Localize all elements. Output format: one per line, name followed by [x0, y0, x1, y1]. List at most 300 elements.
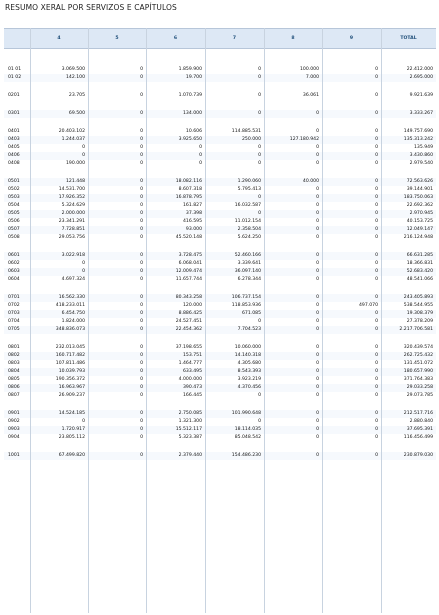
- cell-value: 1.859.900: [178, 67, 202, 72]
- cell-value: 0: [140, 277, 143, 282]
- cell-value: 8.607.318: [178, 187, 202, 192]
- cell-value: 0: [316, 235, 319, 240]
- cell-value: 0: [375, 361, 378, 366]
- cell-value: 3.022.918: [61, 253, 85, 258]
- cell-value: 0: [375, 227, 378, 232]
- cell-value: 29.073.785: [406, 393, 433, 398]
- cell-value: 0: [140, 393, 143, 398]
- cell-value: 37.198.655: [175, 345, 202, 350]
- column-divider: [30, 28, 31, 613]
- cell-value: 0: [316, 129, 319, 134]
- cell-value: 0: [375, 427, 378, 432]
- table-row: [4, 326, 436, 334]
- cell-value: 0: [316, 253, 319, 258]
- header-chapter-6: 6: [173, 36, 178, 41]
- table-row: [4, 74, 436, 82]
- cell-value: 0: [316, 219, 319, 224]
- cell-value: 0: [316, 411, 319, 416]
- cell-value: 1.244.037: [61, 137, 85, 142]
- cell-value: 72.563.626: [406, 179, 433, 184]
- cell-value: 0: [140, 261, 143, 266]
- cell-value: 0: [258, 319, 261, 324]
- column-divider: [88, 28, 89, 613]
- cell-value: 3.339.641: [237, 261, 261, 266]
- table-row: [4, 294, 436, 302]
- row-code: 0902: [8, 419, 20, 424]
- cell-value: 5.324.629: [61, 203, 85, 208]
- cell-value: 0: [199, 153, 202, 158]
- cell-value: 0: [140, 411, 143, 416]
- cell-value: 0: [316, 453, 319, 458]
- cell-value: 0: [140, 369, 143, 374]
- cell-value: 0: [375, 435, 378, 440]
- cell-value: 100.000: [300, 67, 319, 72]
- cell-value: 190.356.372: [55, 377, 85, 382]
- cell-value: 127.180.942: [289, 137, 319, 142]
- cell-value: 0: [316, 187, 319, 192]
- table-row: [4, 152, 436, 160]
- cell-value: 0: [316, 377, 319, 382]
- table-row: [4, 218, 436, 226]
- row-code: 0603: [8, 269, 20, 274]
- cell-value: 0: [375, 187, 378, 192]
- column-divider: [322, 28, 323, 613]
- row-code: 0604: [8, 277, 20, 282]
- table-row: [4, 194, 436, 202]
- row-code: 0802: [8, 353, 20, 358]
- cell-value: 0: [258, 67, 261, 72]
- cell-value: 161.827: [183, 203, 202, 208]
- table-row: [4, 376, 436, 384]
- cell-value: 106.737.154: [231, 295, 261, 300]
- cell-value: 0: [375, 67, 378, 72]
- cell-value: 0: [316, 327, 319, 332]
- cell-value: 27.378.209: [406, 319, 433, 324]
- cell-value: 0: [140, 219, 143, 224]
- cell-value: 1.321.300: [178, 419, 202, 424]
- cell-value: 0: [140, 269, 143, 274]
- table-row: [4, 186, 436, 194]
- cell-value: 0: [140, 67, 143, 72]
- cell-value: 180.657.990: [403, 369, 433, 374]
- cell-value: 0: [316, 311, 319, 316]
- cell-value: 0: [316, 227, 319, 232]
- cell-value: 52.683.420: [406, 269, 433, 274]
- table-row: [4, 302, 436, 310]
- cell-value: 0: [258, 145, 261, 150]
- cell-value: 0: [375, 111, 378, 116]
- cell-value: 18.366.831: [406, 261, 433, 266]
- cell-value: 0: [140, 153, 143, 158]
- cell-value: 5.624.250: [237, 235, 261, 240]
- cell-value: 0: [316, 111, 319, 116]
- cell-value: 93.000: [185, 227, 202, 232]
- cell-value: 230.879.030: [403, 453, 433, 458]
- cell-value: 14.524.185: [58, 411, 85, 416]
- table-row: [4, 128, 436, 136]
- cell-value: 0: [140, 295, 143, 300]
- column-divider: [264, 28, 265, 613]
- row-code: 0704: [8, 319, 20, 324]
- row-code: 0408: [8, 161, 20, 166]
- cell-value: 0: [140, 427, 143, 432]
- cell-value: 0: [140, 187, 143, 192]
- cell-value: 0: [140, 211, 143, 216]
- row-code: 0502: [8, 187, 20, 192]
- cell-value: 1.464.777: [178, 361, 202, 366]
- cell-value: 0: [140, 161, 143, 166]
- cell-value: 2.358.504: [237, 227, 261, 232]
- cell-value: 10.606: [185, 129, 202, 134]
- cell-value: 250.000: [242, 137, 261, 142]
- cell-value: 0: [199, 161, 202, 166]
- cell-value: 0: [140, 137, 143, 142]
- cell-value: 18.114.035: [234, 427, 261, 432]
- cell-value: 135.949: [414, 145, 433, 150]
- cell-value: 0: [375, 353, 378, 358]
- cell-value: 0: [316, 261, 319, 266]
- cell-value: 0: [82, 261, 85, 266]
- cell-value: 0: [316, 277, 319, 282]
- cell-value: 3.728.475: [178, 253, 202, 258]
- cell-value: 3.923.219: [237, 377, 261, 382]
- cell-value: 0: [82, 419, 85, 424]
- cell-value: 0: [140, 111, 143, 116]
- cell-value: 416.595: [183, 219, 202, 224]
- row-code: 0406: [8, 153, 20, 158]
- cell-value: 0: [375, 253, 378, 258]
- table-row: [4, 92, 436, 100]
- cell-value: 0: [316, 203, 319, 208]
- cell-value: 7.704.523: [237, 327, 261, 332]
- row-code: 0703: [8, 311, 20, 316]
- cell-value: 116.456.499: [403, 435, 433, 440]
- cell-value: 0: [140, 435, 143, 440]
- report-title: RESUMO XERAL POR SERVIZOS E CAPÍTULOS: [5, 3, 177, 12]
- table-row: [4, 144, 436, 152]
- cell-value: 0: [375, 385, 378, 390]
- cell-value: 2.217.706.581: [399, 327, 433, 332]
- cell-value: 2.880.840: [409, 419, 433, 424]
- cell-value: 232.013.045: [55, 345, 85, 350]
- row-code: 1001: [8, 453, 20, 458]
- table-row: [4, 226, 436, 234]
- table-row: [4, 160, 436, 168]
- cell-value: 107.811.486: [55, 361, 85, 366]
- cell-value: 0: [258, 195, 261, 200]
- cell-value: 0: [375, 411, 378, 416]
- cell-value: 40.153.725: [406, 219, 433, 224]
- cell-value: 118.853.936: [231, 303, 261, 308]
- cell-value: 114.885.531: [231, 129, 261, 134]
- header-code: [4, 29, 30, 48]
- cell-value: 20.403.102: [58, 129, 85, 134]
- cell-value: 0: [375, 179, 378, 184]
- cell-value: 0: [375, 393, 378, 398]
- cell-value: 16.878.795: [175, 195, 202, 200]
- row-code: 0702: [8, 303, 20, 308]
- cell-value: 0: [82, 153, 85, 158]
- cell-value: 0: [316, 393, 319, 398]
- cell-value: 17.926.352: [58, 195, 85, 200]
- row-code: 0405: [8, 145, 20, 150]
- row-code: 0602: [8, 261, 20, 266]
- cell-value: 0: [140, 179, 143, 184]
- table-row: [4, 210, 436, 218]
- table-row: [4, 178, 436, 186]
- column-divider: [205, 28, 206, 613]
- cell-value: 0: [375, 137, 378, 142]
- cell-value: 0: [316, 369, 319, 374]
- table-row: [4, 352, 436, 360]
- cell-value: 0: [375, 419, 378, 424]
- table-row: [4, 318, 436, 326]
- cell-value: 9.921.639: [409, 93, 433, 98]
- table-row: [4, 410, 436, 418]
- row-code: 0806: [8, 385, 20, 390]
- row-code: 0901: [8, 411, 20, 416]
- cell-value: 10.039.793: [58, 369, 85, 374]
- table-row: [4, 276, 436, 284]
- row-code: 0505: [8, 211, 20, 216]
- cell-value: 23.805.112: [58, 435, 85, 440]
- cell-value: 320.439.574: [403, 345, 433, 350]
- table-header-row: [4, 28, 436, 49]
- cell-value: 0: [258, 211, 261, 216]
- cell-value: 0: [375, 75, 378, 80]
- cell-value: 16.562.330: [58, 295, 85, 300]
- cell-value: 0: [140, 377, 143, 382]
- cell-value: 212.517.716: [403, 411, 433, 416]
- cell-value: 0: [82, 145, 85, 150]
- cell-value: 23.341.291: [58, 219, 85, 224]
- cell-value: 0: [316, 319, 319, 324]
- cell-value: 37.695.391: [406, 427, 433, 432]
- cell-value: 7.000: [305, 75, 319, 80]
- cell-value: 0: [375, 129, 378, 134]
- cell-value: 101.990.648: [231, 411, 261, 416]
- cell-value: 0: [140, 327, 143, 332]
- cell-value: 0: [375, 295, 378, 300]
- table-row: [4, 360, 436, 368]
- cell-value: 0: [375, 161, 378, 166]
- cell-value: 1.290.060: [237, 179, 261, 184]
- table-row: [4, 234, 436, 242]
- cell-value: 0: [140, 227, 143, 232]
- cell-value: 67.499.820: [58, 453, 85, 458]
- table-row: [4, 110, 436, 118]
- cell-value: 22.692.362: [406, 203, 433, 208]
- cell-value: 16.963.967: [58, 385, 85, 390]
- table-row: [4, 426, 436, 434]
- cell-value: 11.657.744: [175, 277, 202, 282]
- cell-value: 12.049.147: [406, 227, 433, 232]
- cell-value: 0: [375, 261, 378, 266]
- cell-value: 0: [140, 253, 143, 258]
- cell-value: 0: [316, 427, 319, 432]
- table-row: [4, 310, 436, 318]
- cell-value: 3.069.500: [61, 67, 85, 72]
- cell-value: 134.000: [183, 111, 202, 116]
- cell-value: 1.720.917: [61, 427, 85, 432]
- summary-table: [4, 28, 436, 613]
- cell-value: 40.000: [302, 179, 319, 184]
- cell-value: 0: [375, 219, 378, 224]
- cell-value: 0: [375, 319, 378, 324]
- cell-value: 8.543.393: [237, 369, 261, 374]
- row-code: 0301: [8, 111, 20, 116]
- cell-value: 4.370.456: [237, 385, 261, 390]
- cell-value: 24.527.451: [175, 319, 202, 324]
- cell-value: 2.979.540: [409, 161, 433, 166]
- cell-value: 85.048.542: [234, 435, 261, 440]
- cell-value: 153.751: [183, 353, 202, 358]
- cell-value: 0: [140, 93, 143, 98]
- cell-value: 36.061: [302, 93, 319, 98]
- cell-value: 16.032.587: [234, 203, 261, 208]
- cell-value: 0: [375, 277, 378, 282]
- cell-value: 14.531.700: [58, 187, 85, 192]
- cell-value: 37.398: [185, 211, 202, 216]
- row-code: 0804: [8, 369, 20, 374]
- cell-value: 1.070.739: [178, 93, 202, 98]
- cell-value: 66.631.285: [406, 253, 433, 258]
- cell-value: 0: [258, 75, 261, 80]
- cell-value: 6.278.344: [237, 277, 261, 282]
- cell-value: 0: [140, 203, 143, 208]
- header-chapter-total: TOTAL: [400, 36, 417, 41]
- header-chapter-4: 4: [57, 36, 61, 41]
- table-row: [4, 392, 436, 400]
- cell-value: 390.473: [183, 385, 202, 390]
- cell-value: 0: [140, 345, 143, 350]
- cell-value: 0: [375, 211, 378, 216]
- cell-value: 671.085: [242, 311, 261, 316]
- cell-value: 149.757.690: [403, 129, 433, 134]
- column-divider: [381, 28, 382, 613]
- cell-value: 11.012.154: [234, 219, 261, 224]
- cell-value: 0: [375, 453, 378, 458]
- cell-value: 0: [140, 453, 143, 458]
- row-code: 0705: [8, 327, 20, 332]
- header-chapter-5: 5: [115, 36, 119, 41]
- cell-value: 0: [375, 345, 378, 350]
- cell-value: 0: [316, 353, 319, 358]
- cell-value: 633.495: [183, 369, 202, 374]
- table-row: [4, 260, 436, 268]
- cell-value: 0: [82, 269, 85, 274]
- table-row: [4, 66, 436, 74]
- cell-value: 0: [316, 211, 319, 216]
- cell-value: 0: [375, 369, 378, 374]
- row-code: 01 02: [8, 75, 22, 80]
- table-row: [4, 136, 436, 144]
- header-chapter-9: 9: [349, 36, 354, 41]
- cell-value: 52.460.166: [234, 253, 261, 258]
- cell-value: 22.454.362: [175, 327, 202, 332]
- cell-value: 0: [258, 111, 261, 116]
- row-code: 0201: [8, 93, 20, 98]
- cell-value: 29.033.258: [406, 385, 433, 390]
- cell-value: 4.000.000: [178, 377, 202, 382]
- cell-value: 0: [140, 303, 143, 308]
- cell-value: 348.836.073: [55, 327, 85, 332]
- cell-value: 6.068.041: [178, 261, 202, 266]
- cell-value: 0: [375, 235, 378, 240]
- cell-value: 19.700: [185, 75, 202, 80]
- column-divider: [146, 28, 147, 613]
- cell-value: 5.323.387: [178, 435, 202, 440]
- cell-value: 3.925.650: [178, 137, 202, 142]
- cell-value: 2.000.000: [61, 211, 85, 216]
- row-code: 0506: [8, 219, 20, 224]
- table-row: [4, 418, 436, 426]
- cell-value: 0: [140, 311, 143, 316]
- cell-value: 0: [375, 203, 378, 208]
- cell-value: 0: [375, 327, 378, 332]
- cell-value: 371.764.383: [403, 377, 433, 382]
- row-code: 0807: [8, 393, 20, 398]
- cell-value: 29.053.756: [58, 235, 85, 240]
- row-code: 0903: [8, 427, 20, 432]
- header-chapter-7: 7: [232, 36, 237, 41]
- table-row: [4, 434, 436, 442]
- cell-value: 0: [140, 145, 143, 150]
- cell-value: 4.305.680: [237, 361, 261, 366]
- cell-value: 0: [140, 419, 143, 424]
- cell-value: 4.697.324: [61, 277, 85, 282]
- cell-value: 0: [316, 361, 319, 366]
- row-code: 0801: [8, 345, 20, 350]
- row-code: 0504: [8, 203, 20, 208]
- cell-value: 142.100: [66, 75, 85, 80]
- cell-value: 216.124.948: [403, 235, 433, 240]
- table-row: [4, 368, 436, 376]
- cell-value: 36.097.140: [234, 269, 261, 274]
- cell-value: 5.795.413: [237, 187, 261, 192]
- cell-value: 243.405.893: [403, 295, 433, 300]
- row-code: 0601: [8, 253, 20, 258]
- cell-value: 6.454.750: [61, 311, 85, 316]
- cell-value: 0: [258, 161, 261, 166]
- cell-value: 15.512.117: [175, 427, 202, 432]
- row-code: 0805: [8, 377, 20, 382]
- cell-value: 0: [316, 145, 319, 150]
- row-code: 0508: [8, 235, 20, 240]
- row-code: 0507: [8, 227, 20, 232]
- cell-value: 18.082.116: [175, 179, 202, 184]
- cell-value: 26.909.237: [58, 393, 85, 398]
- cell-value: 2.379.440: [178, 453, 202, 458]
- cell-value: 0: [140, 319, 143, 324]
- cell-value: 1.824.000: [61, 319, 85, 324]
- cell-value: 0: [258, 393, 261, 398]
- cell-value: 166.445: [183, 393, 202, 398]
- row-code: 0401: [8, 129, 20, 134]
- cell-value: 154.486.230: [231, 453, 261, 458]
- table-row: [4, 452, 436, 460]
- cell-value: 538.544.955: [403, 303, 433, 308]
- cell-value: 0: [258, 153, 261, 158]
- table-row: [4, 252, 436, 260]
- cell-value: 0: [375, 93, 378, 98]
- cell-value: 0: [140, 361, 143, 366]
- row-code: 0904: [8, 435, 20, 440]
- cell-value: 0: [316, 161, 319, 166]
- table-row: [4, 268, 436, 276]
- cell-value: 22.412.000: [406, 67, 433, 72]
- cell-value: 0: [140, 195, 143, 200]
